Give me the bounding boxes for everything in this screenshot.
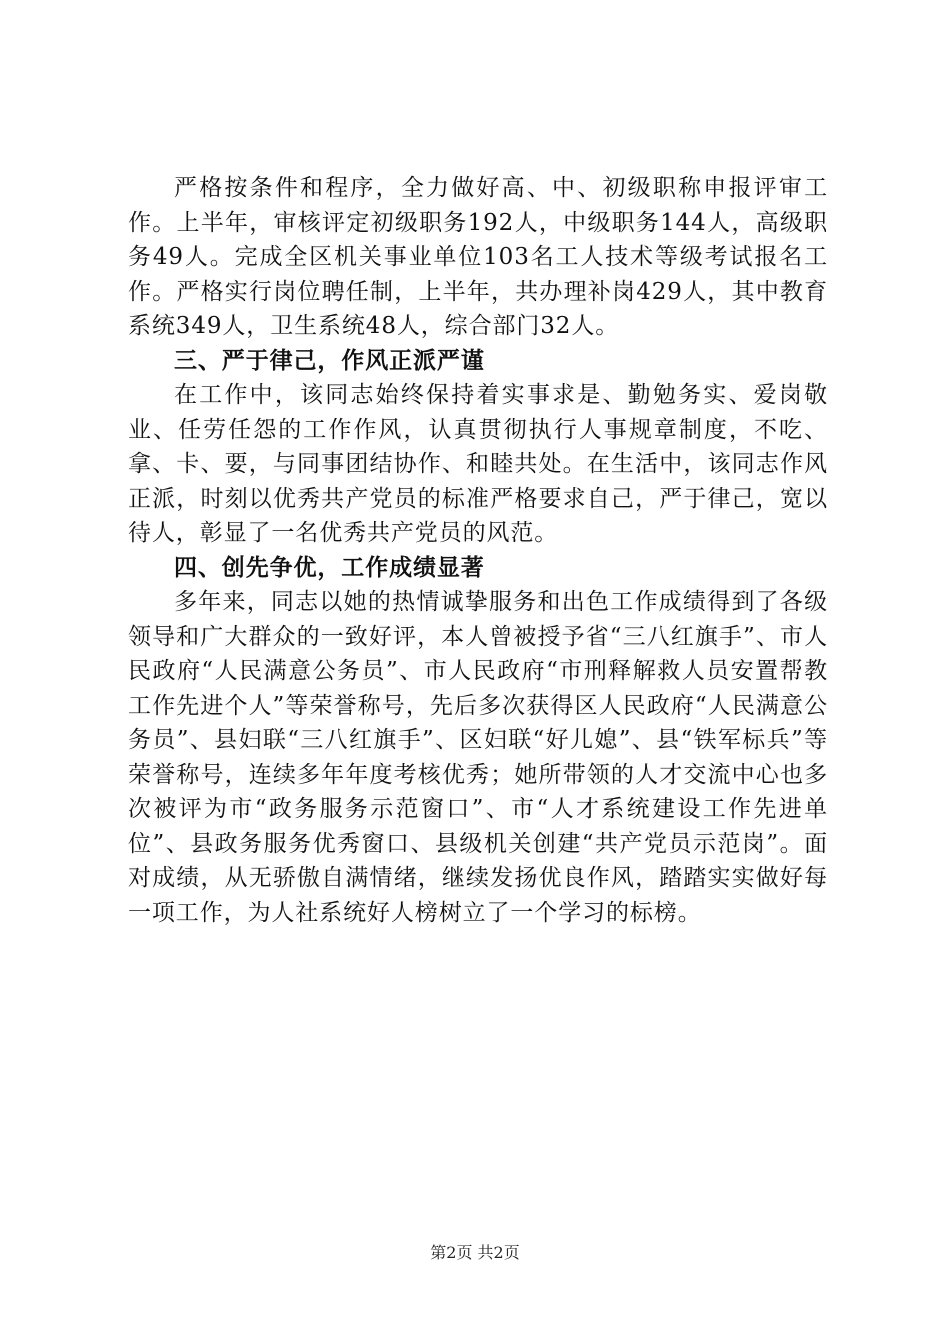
paragraph-achievements: 多年来，同志以她的热情诚挚服务和出色工作成绩得到了各级领导和广大群众的一致好评，本人曾被授予省“三八红旗手”、市人民政府“人民满意公务员”、市人民政府“市刑释解救人员安置帮教工作先进个人”等荣誉称号，先后多次获得区人民政府“人民满意公务员”、县妇联“三八红旗手”、区妇联“好儿媳”、县“铁军标兵”等荣誉称号，连续多年年度考核优秀；她所带领的人才交流中心也多次被评为市“政务服务示范窗口”、市“人才系统建设工作先进单位”、县政务服务优秀窗口、县级机关创建“共产党员示范岗”。面对成绩，从无骄傲自满情绪，继续发扬优良作风，踏踏实实做好每一项工作，为人社系统好人榜树立了一个学习的标榜。: [128, 589, 828, 926]
section-heading-four: 四、创先争优，工作成绩显著: [174, 554, 485, 581]
document-body: [128, 171, 828, 930]
paragraph-title-review: 严格按条件和程序，全力做好高、中、初级职称申报评审工作。上半年，审核评定初级职务192人，中级职务144人，高级职务49人。完成全区机关事业单位103名工人技术等级考试报名工作。严格实行岗位聘任制，上半年，共办理补岗429人，其中教育系统349人，卫生系统48人，综合部门32人。: [128, 175, 828, 339]
page-number-footer: 第2页 共2页: [430, 1243, 520, 1262]
section-heading-three: 三、严于律己，作风正派严谨: [174, 347, 485, 374]
paragraph-work-style: 在工作中，该同志始终保持着实事求是、勤勉务实、爱岗敬业、任劳任怨的工作作风，认真贯彻执行人事规章制度，不吃、拿、卡、要，与同事团结协作、和睦共处。在生活中，该同志作风正派，时刻以优秀共产党员的标准严格要求自己，严于律己，宽以待人，彰显了一名优秀共产党员的风范。: [128, 382, 828, 546]
